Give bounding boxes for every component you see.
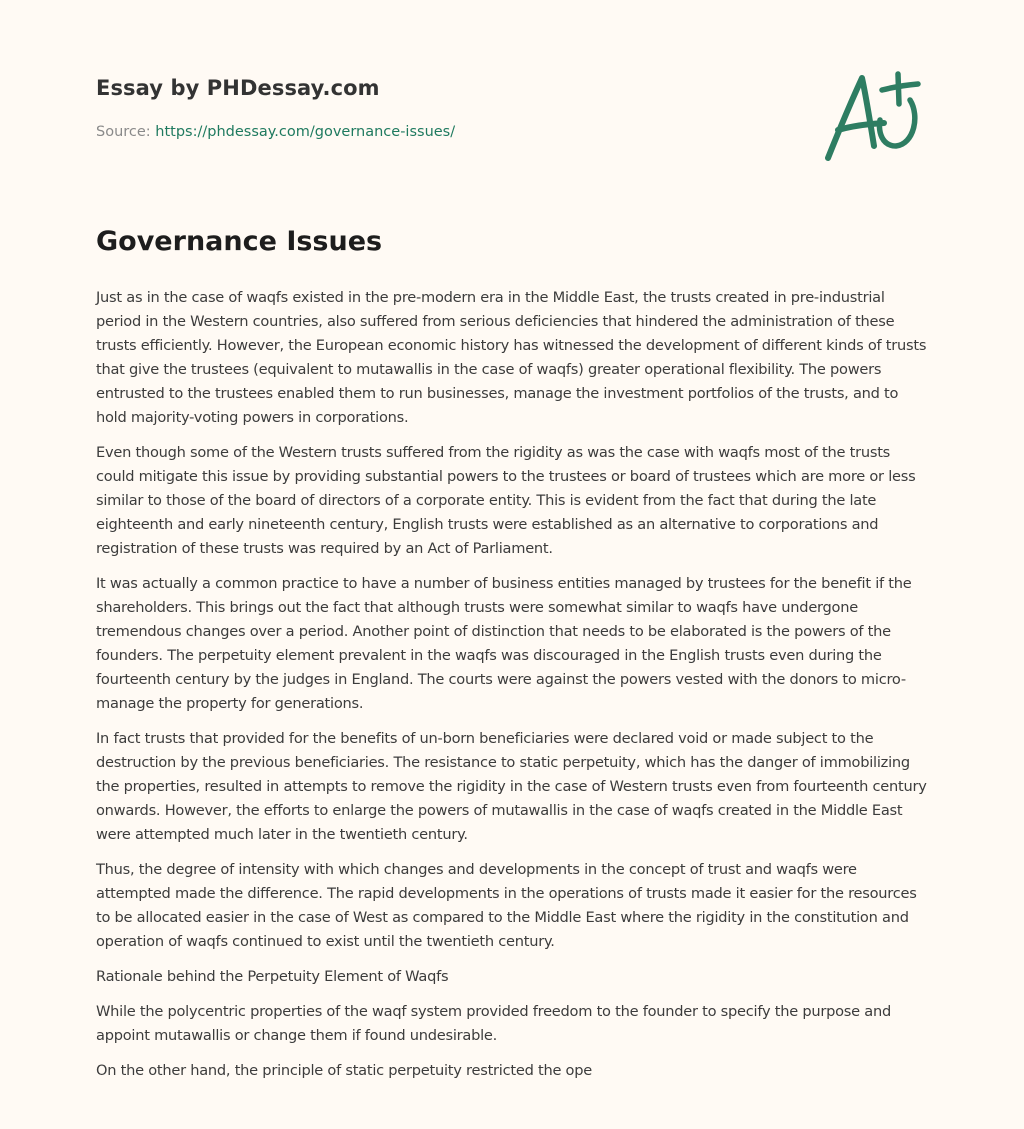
paragraph: On the other hand, the principle of static perpetuity restricted the ope xyxy=(96,1062,592,1079)
essay-page xyxy=(96,0,928,1079)
source-line xyxy=(96,124,455,140)
page-header xyxy=(96,0,928,195)
brand-title: Essay by PHDessay.com xyxy=(96,76,380,100)
section-subheading: Rationale behind the Perpetuity Element of Waqfs xyxy=(96,968,449,985)
article-body xyxy=(96,286,932,1094)
paragraph: It was actually a common practice to have a number of business entities managed by trustees for the benefit if the shareholders. This brings out the fact that although trusts were somewhat similar to waqfs have undergone tremendous changes over a period. Another point of distinction that needs to be elaborated is the powers of the founders. The perpetuity element prevalent in the waqfs was discouraged in the English trusts even during the fourteenth century by the judges in England. The courts were against the powers vested with the donors to micro-manage the property for generations. xyxy=(96,575,912,712)
article-title: Governance Issues xyxy=(96,226,383,257)
source-link[interactable]: https://phdessay.com/governance-issues/ xyxy=(155,124,456,140)
paragraph: While the polycentric properties of the waqf system provided freedom to the founder to specify the purpose and appoint mutawallis or change them if found undesirable. xyxy=(96,1003,891,1044)
paragraph: Thus, the degree of intensity with which changes and developments in the concept of trust and waqfs were attempted made the difference. The rapid developments in the operations of trusts made it easier for the resources to be allocated easier in the case of West as compared to the Middle East where the rigidity in the constitution and operation of waqfs continued to exist until the twentieth century. xyxy=(96,861,917,950)
paragraph: Even though some of the Western trusts suffered from the rigidity as was the case with waqfs most of the trusts could mitigate this issue by providing substantial powers to the trustees or board of trustees which are more or less similar to those of the board of directors of a corporate entity. This is evident from the fact that during the late eighteenth and early nineteenth century, English trusts were established as an alternative to corporations and registration of these trusts was required by an Act of Parliament. xyxy=(96,444,916,557)
source-label: Source: xyxy=(96,124,156,140)
paragraph: In fact trusts that provided for the benefits of un-born beneficiaries were declared void or made subject to the destruction by the previous beneficiaries. The resistance to static perpetuity, which has the danger of immobilizing the properties, resulted in attempts to remove the rigidity in the case of Western trusts even from fourteenth century onwards. However, the efforts to enlarge the powers of mutawallis in the case of waqfs created in the Middle East were attempted much later in the twentieth century. xyxy=(96,730,927,843)
a-plus-grade-icon xyxy=(820,66,930,166)
paragraph: Just as in the case of waqfs existed in the pre-modern era in the Middle East, the trusts created in pre-industrial period in the Western countries, also suffered from serious deficiencies that hindered the administration of these trusts efficiently. However, the European economic history has witnessed the development of different kinds of trusts that give the trustees (equivalent to mutawallis in the case of waqfs) greater operational flexibility. The powers entrusted to the trustees enabled them to run businesses, manage the investment portfolios of the trusts, and to hold majority-voting powers in corporations. xyxy=(96,289,927,426)
